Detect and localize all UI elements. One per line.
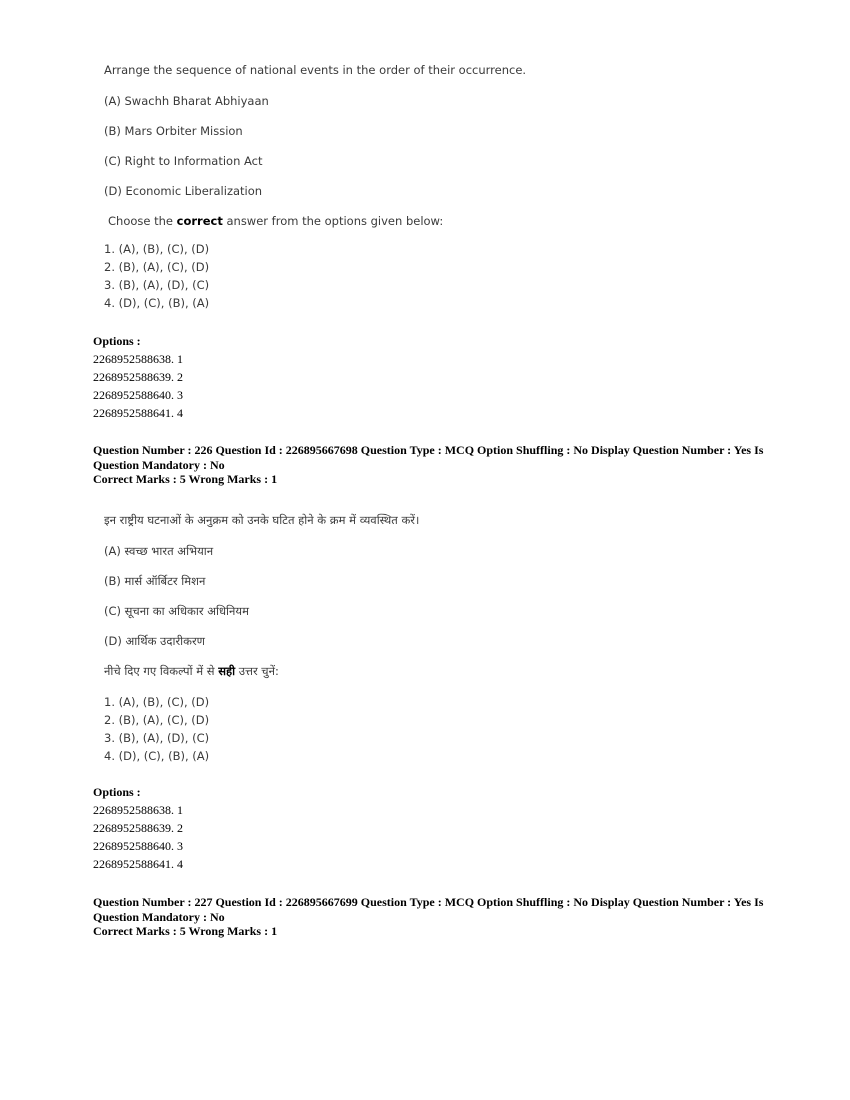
question-marks: Correct Marks : 5 Wrong Marks : 1 xyxy=(93,924,278,938)
list-item: (D) आर्थिक उदारीकरण xyxy=(104,634,205,648)
options-label: Options : xyxy=(93,334,141,348)
question-meta: Question Number : 226 Question Id : 226895667698 Question Type : MCQ Option Shuffling : No Display Question Number : Yes Is xyxy=(93,443,764,457)
list-item: (B) Mars Orbiter Mission xyxy=(104,124,243,138)
list-item: (C) सूचना का अधिकार अधिनियम xyxy=(104,604,249,618)
option-row: 2268952588638. 1 xyxy=(93,803,183,817)
answer-choice: 1. (A), (B), (C), (D) xyxy=(104,695,210,709)
answer-list xyxy=(104,240,209,312)
answer-choice: 4. (D), (C), (B), (A) xyxy=(104,296,210,310)
answer-choice: 3. (B), (A), (D), (C) xyxy=(104,731,210,745)
question-mandatory: Question Mandatory : No xyxy=(93,457,225,472)
question-marks: Correct Marks : 5 Wrong Marks : 1 xyxy=(93,472,278,486)
answer-choice: 3. (B), (A), (D), (C) xyxy=(104,278,210,292)
question-226-header xyxy=(93,443,773,487)
question-mandatory: Question Mandatory : No xyxy=(93,909,225,924)
option-row: 2268952588639. 2 xyxy=(93,821,183,835)
question-stem: Arrange the sequence of national events in the order of their occurrence. xyxy=(104,63,527,77)
question-meta: Question Number : 227 Question Id : 226895667699 Question Type : MCQ Option Shuffling : No Display Question Number : Yes Is xyxy=(93,895,764,909)
answer-choice: 4. (D), (C), (B), (A) xyxy=(104,749,210,763)
options-label: Options : xyxy=(93,785,141,799)
option-row: 2268952588639. 2 xyxy=(93,370,183,384)
choose-instruction: Choose the correct answer from the options given below: xyxy=(108,214,444,228)
option-row: 2268952588641. 4 xyxy=(93,857,183,871)
answer-choice: 2. (B), (A), (C), (D) xyxy=(104,260,210,274)
option-row: 2268952588641. 4 xyxy=(93,406,183,420)
list-item: (B) मार्स ऑर्बिटर मिशन xyxy=(104,574,206,588)
answer-list xyxy=(104,693,209,765)
choose-instruction: नीचे दिए गए विकल्पों में से सही उत्तर चुनें: xyxy=(104,664,279,678)
option-row: 2268952588640. 3 xyxy=(93,388,183,402)
list-item: (A) Swachh Bharat Abhiyaan xyxy=(104,94,269,108)
list-item: (D) Economic Liberalization xyxy=(104,184,263,198)
list-item: (C) Right to Information Act xyxy=(104,154,263,168)
answer-choice: 2. (B), (A), (C), (D) xyxy=(104,713,210,727)
options-block-225 xyxy=(93,332,183,422)
question-stem: इन राष्ट्रीय घटनाओं के अनुक्रम को उनके घटित होने के क्रम में व्यवस्थित करें। xyxy=(104,513,420,527)
question-227-header xyxy=(93,895,773,939)
answer-choice: 1. (A), (B), (C), (D) xyxy=(104,242,210,256)
option-row: 2268952588638. 1 xyxy=(93,352,183,366)
option-row: 2268952588640. 3 xyxy=(93,839,183,853)
list-item: (A) स्वच्छ भारत अभियान xyxy=(104,544,214,558)
options-block-226 xyxy=(93,783,183,873)
